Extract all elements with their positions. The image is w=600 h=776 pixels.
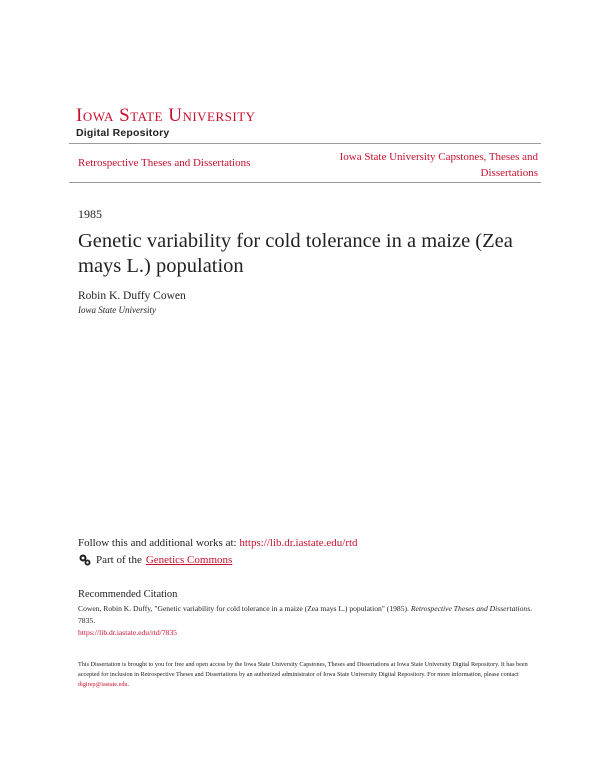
publication-year: 1985: [78, 207, 102, 221]
university-logo: [76, 106, 256, 139]
top-divider: [69, 143, 541, 144]
genetics-commons-link[interactable]: Genetics Commons: [145, 554, 233, 566]
footer-end: .: [127, 681, 130, 689]
footer-note: [78, 660, 540, 691]
contact-email-link[interactable]: digirep@iastate.edu: [78, 681, 128, 689]
citation-series: Retrospective Theses and Dissertations: [410, 604, 531, 613]
author-name[interactable]: Robin K. Duffy Cowen: [78, 290, 186, 302]
citation-url[interactable]: https://lib.dr.iastate.edu/rtd/7835: [78, 627, 177, 637]
citation-text: Cowen, Robin K. Duffy, "Genetic variability for cold tolerance in a maize (Zea mays L.) population" (1985).: [78, 604, 409, 613]
repository-name: Digital Repository: [76, 127, 170, 139]
bottom-divider: [69, 182, 541, 183]
part-of-line: [78, 553, 232, 567]
author-affiliation: Iowa State University: [78, 305, 156, 315]
university-name: Iowa State University: [76, 105, 256, 126]
network-icon: [78, 553, 92, 567]
part-of-text: Part of the: [96, 554, 142, 566]
citation-body: [78, 603, 538, 638]
citation-number: . 7835.: [78, 604, 533, 625]
footer-text: This Dissertation is brought to you for free and open access by the Iowa State University Capstones, Theses and Dissertations at Iowa State University Digital Repository. It has been accepted for inclusion in Retrospective Theses and Dissertations by an authorized administrator of Iowa State University Digital Repository. For more information, please contact: [78, 661, 528, 679]
citation-heading: Recommended Citation: [78, 589, 178, 600]
follow-text: Follow this and additional works at:: [78, 537, 237, 549]
collection-link-retrospective[interactable]: Retrospective Theses and Dissertations: [78, 157, 251, 169]
follow-link[interactable]: https://lib.dr.iastate.edu/rtd: [239, 537, 358, 549]
paper-title: Genetic variability for cold tolerance in a maize (Zea mays L.) population: [78, 230, 513, 277]
follow-line: [78, 537, 358, 549]
collection-link-capstones[interactable]: Iowa State University Capstones, Theses and Dissertations: [339, 151, 538, 179]
